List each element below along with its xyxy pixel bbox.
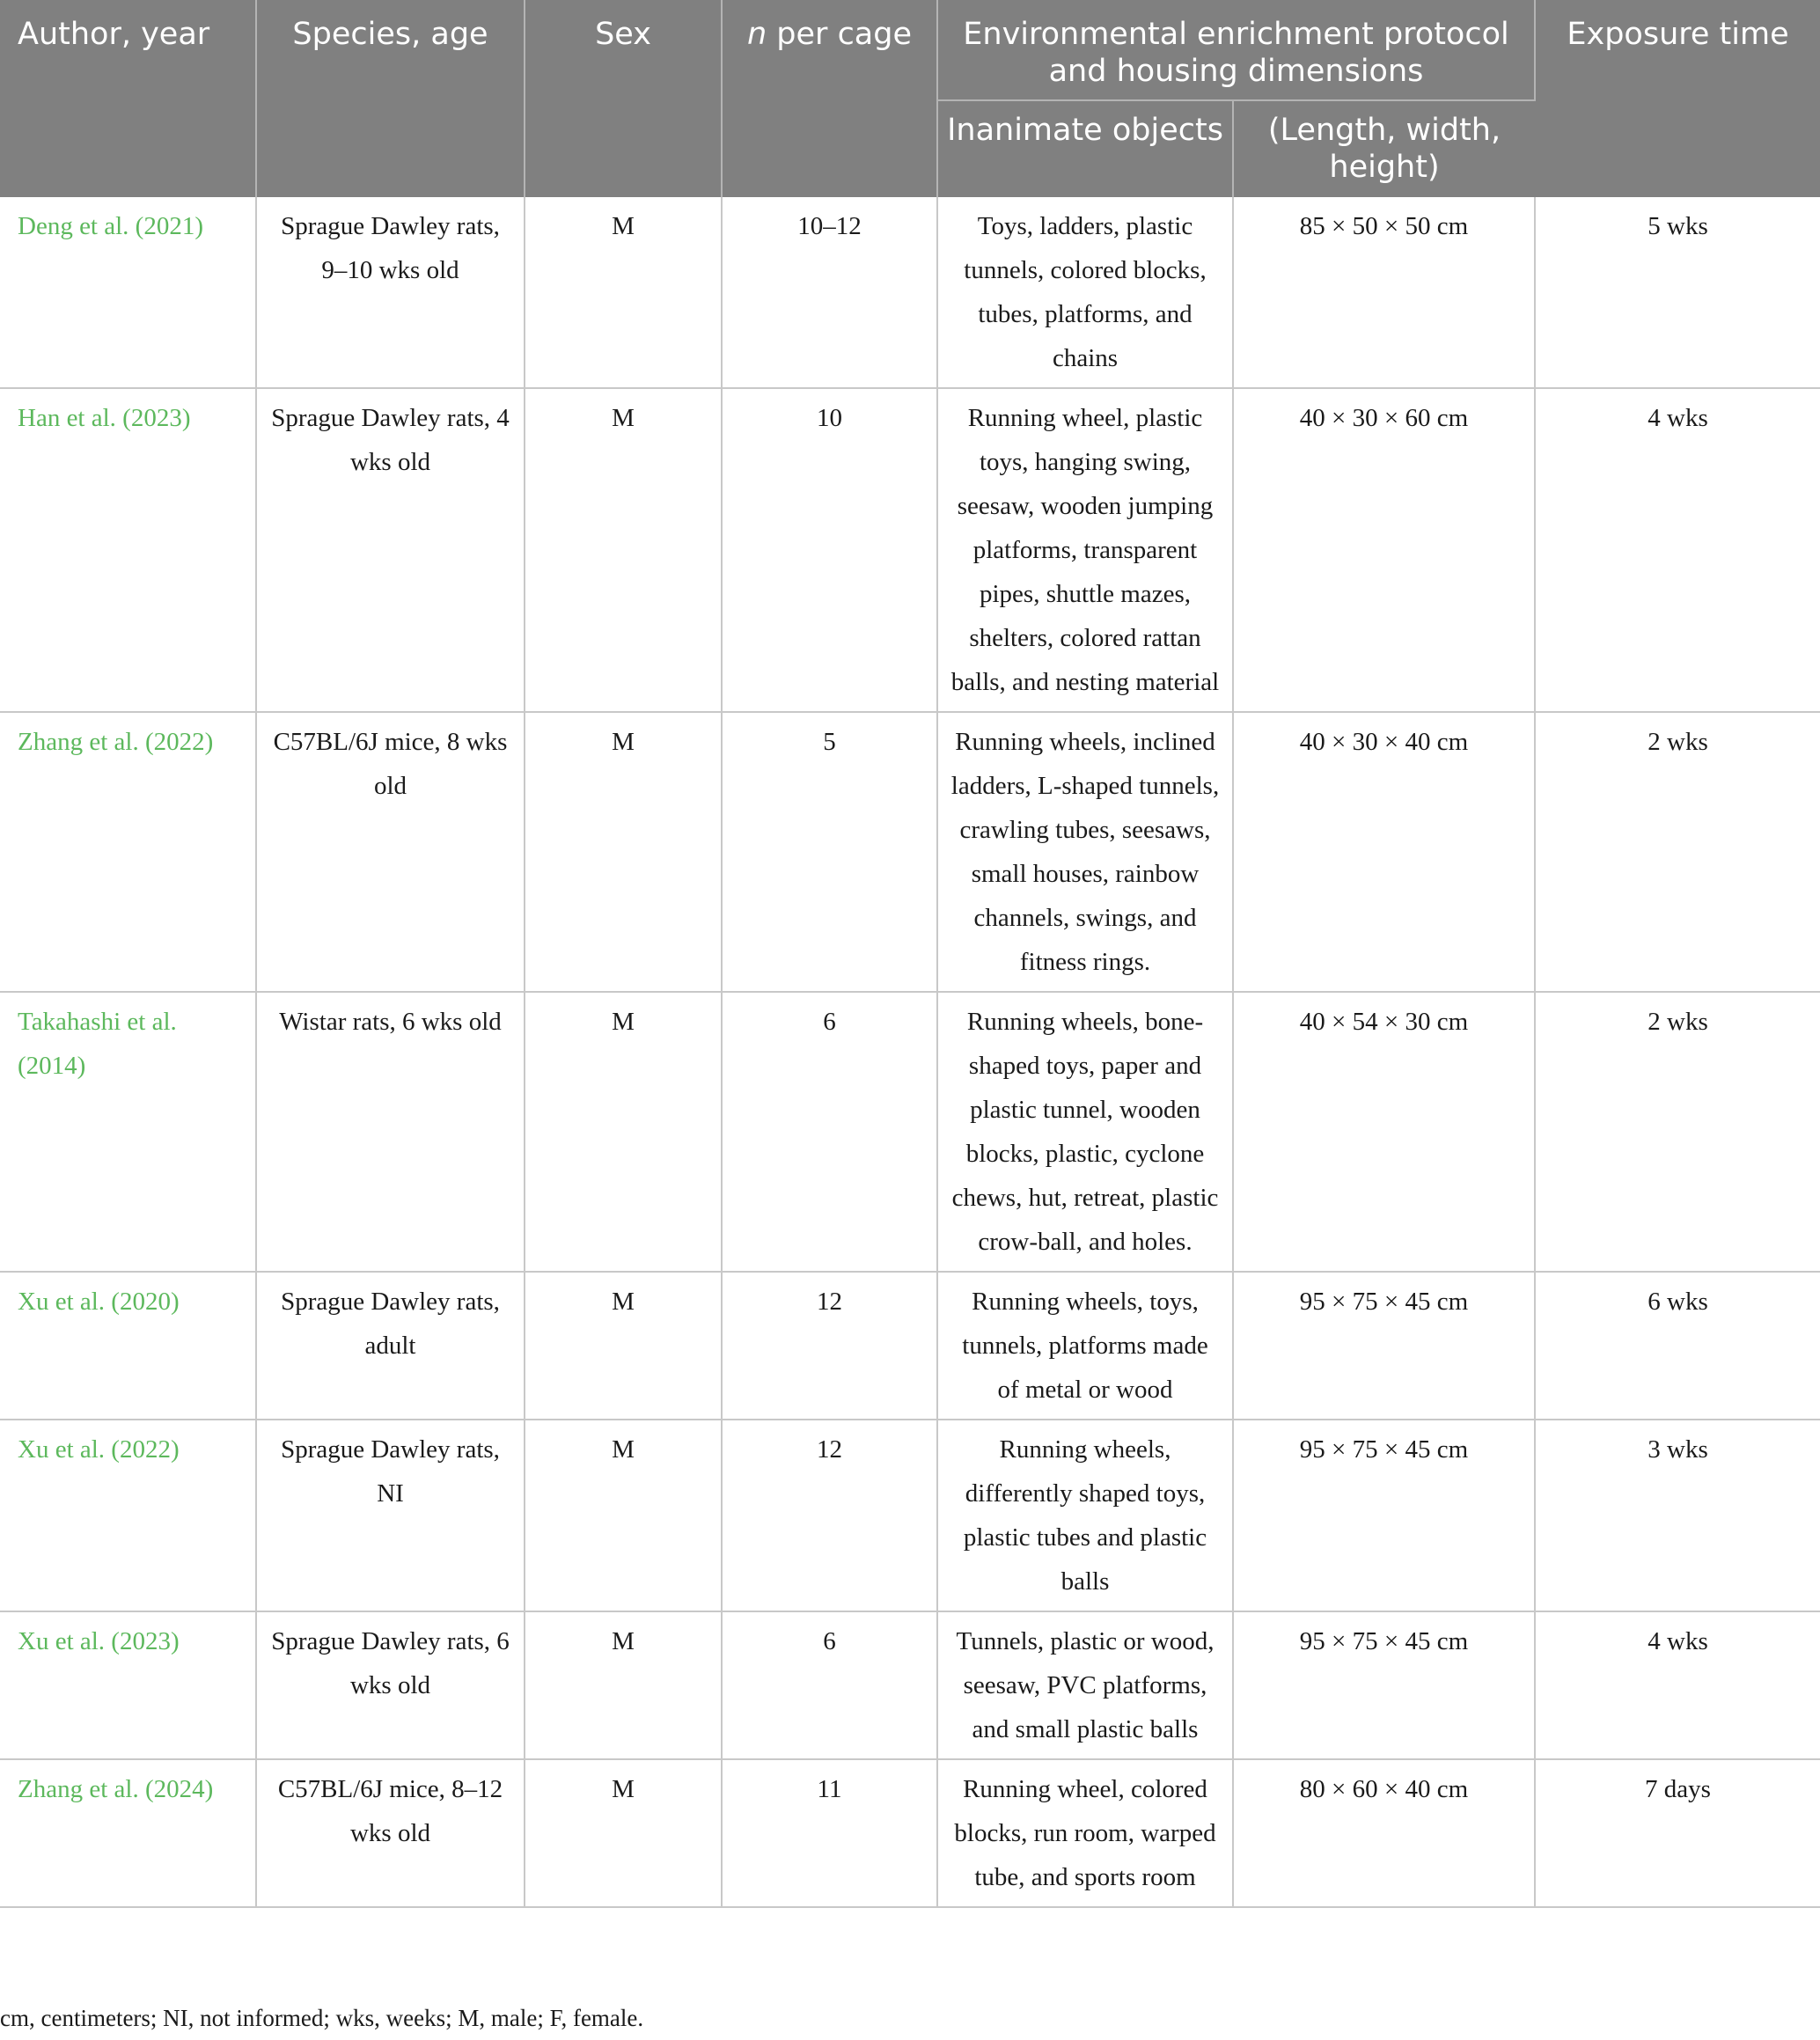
table-row bbox=[0, 1611, 1820, 1759]
table-row bbox=[0, 1272, 1820, 1420]
header-enrichment-group: Environmental enrichment protocol and housing dimensions bbox=[937, 0, 1535, 100]
exposure-cell: 4 wks bbox=[1535, 388, 1820, 712]
n-cell: 5 bbox=[722, 712, 937, 992]
header-n-italic: n bbox=[746, 17, 767, 52]
n-cell: 12 bbox=[722, 1420, 937, 1611]
dimensions-cell: 40 × 30 × 40 cm bbox=[1233, 712, 1535, 992]
objects-cell: Tunnels, plastic or wood, seesaw, PVC platforms, and small plastic balls bbox=[937, 1611, 1233, 1759]
dimensions-cell: 95 × 75 × 45 cm bbox=[1233, 1611, 1535, 1759]
n-cell: 11 bbox=[722, 1759, 937, 1907]
n-cell: 12 bbox=[722, 1272, 937, 1420]
author-link[interactable]: Han et al. (2023) bbox=[0, 388, 256, 712]
header-objects: Inanimate objects bbox=[937, 100, 1233, 197]
objects-cell: Running wheels, bone-shaped toys, paper and plastic tunnel, wooden blocks, plastic, cyclone chews, hut, retreat, plastic crow-ball, and holes. bbox=[937, 992, 1233, 1272]
table-body bbox=[0, 197, 1820, 1907]
author-link[interactable]: Zhang et al. (2024) bbox=[0, 1759, 256, 1907]
exposure-cell: 6 wks bbox=[1535, 1272, 1820, 1420]
objects-cell: Toys, ladders, plastic tunnels, colored blocks, tubes, platforms, and chains bbox=[937, 197, 1233, 388]
header-author: Author, year bbox=[0, 0, 256, 197]
n-cell: 10–12 bbox=[722, 197, 937, 388]
table-row bbox=[0, 1759, 1820, 1907]
header-n-per-cage bbox=[722, 0, 937, 197]
species-cell: Sprague Dawley rats, 6 wks old bbox=[256, 1611, 525, 1759]
objects-cell: Running wheels, inclined ladders, L-shaped tunnels, crawling tubes, seesaws, small houses, rainbow channels, swings, and fitness rings. bbox=[937, 712, 1233, 992]
author-link[interactable]: Xu et al. (2022) bbox=[0, 1420, 256, 1611]
table-footnote: cm, centimeters; NI, not informed; wks, weeks; M, male; F, female. bbox=[0, 2005, 644, 2031]
exposure-cell: 3 wks bbox=[1535, 1420, 1820, 1611]
sex-cell: M bbox=[525, 197, 722, 388]
header-row-1 bbox=[0, 0, 1820, 100]
exposure-cell: 2 wks bbox=[1535, 992, 1820, 1272]
table-row bbox=[0, 712, 1820, 992]
species-cell: Sprague Dawley rats, 4 wks old bbox=[256, 388, 525, 712]
species-cell: Sprague Dawley rats, adult bbox=[256, 1272, 525, 1420]
table-row bbox=[0, 1420, 1820, 1611]
author-link[interactable]: Takahashi et al. (2014) bbox=[0, 992, 256, 1272]
dimensions-cell: 40 × 54 × 30 cm bbox=[1233, 992, 1535, 1272]
table-row bbox=[0, 992, 1820, 1272]
n-cell: 6 bbox=[722, 1611, 937, 1759]
exposure-cell: 7 days bbox=[1535, 1759, 1820, 1907]
table-row bbox=[0, 197, 1820, 388]
species-cell: C57BL/6J mice, 8 wks old bbox=[256, 712, 525, 992]
dimensions-cell: 95 × 75 × 45 cm bbox=[1233, 1420, 1535, 1611]
header-n-rest: per cage bbox=[767, 17, 913, 52]
species-cell: C57BL/6J mice, 8–12 wks old bbox=[256, 1759, 525, 1907]
objects-cell: Running wheels, differently shaped toys, plastic tubes and plastic balls bbox=[937, 1420, 1233, 1611]
species-cell: Wistar rats, 6 wks old bbox=[256, 992, 525, 1272]
author-link[interactable]: Zhang et al. (2022) bbox=[0, 712, 256, 992]
exposure-cell: 4 wks bbox=[1535, 1611, 1820, 1759]
table-row bbox=[0, 388, 1820, 712]
header-exposure: Exposure time bbox=[1535, 0, 1820, 197]
exposure-cell: 5 wks bbox=[1535, 197, 1820, 388]
author-link[interactable]: Deng et al. (2021) bbox=[0, 197, 256, 388]
header-sex: Sex bbox=[525, 0, 722, 197]
sex-cell: M bbox=[525, 1420, 722, 1611]
sex-cell: M bbox=[525, 388, 722, 712]
n-cell: 10 bbox=[722, 388, 937, 712]
sex-cell: M bbox=[525, 1611, 722, 1759]
header-dimensions: (Length, width, height) bbox=[1233, 100, 1535, 197]
sex-cell: M bbox=[525, 712, 722, 992]
objects-cell: Running wheel, colored blocks, run room, warped tube, and sports room bbox=[937, 1759, 1233, 1907]
species-cell: Sprague Dawley rats, NI bbox=[256, 1420, 525, 1611]
objects-cell: Running wheel, plastic toys, hanging swing, seesaw, wooden jumping platforms, transparent pipes, shuttle mazes, shelters, colored rattan balls, and nesting material bbox=[937, 388, 1233, 712]
objects-cell: Running wheels, toys, tunnels, platforms made of metal or wood bbox=[937, 1272, 1233, 1420]
sex-cell: M bbox=[525, 992, 722, 1272]
author-link[interactable]: Xu et al. (2023) bbox=[0, 1611, 256, 1759]
table-header bbox=[0, 0, 1820, 197]
sex-cell: M bbox=[525, 1272, 722, 1420]
dimensions-cell: 85 × 50 × 50 cm bbox=[1233, 197, 1535, 388]
dimensions-cell: 80 × 60 × 40 cm bbox=[1233, 1759, 1535, 1907]
exposure-cell: 2 wks bbox=[1535, 712, 1820, 992]
sex-cell: M bbox=[525, 1759, 722, 1907]
header-species: Species, age bbox=[256, 0, 525, 197]
species-cell: Sprague Dawley rats, 9–10 wks old bbox=[256, 197, 525, 388]
author-link[interactable]: Xu et al. (2020) bbox=[0, 1272, 256, 1420]
dimensions-cell: 95 × 75 × 45 cm bbox=[1233, 1272, 1535, 1420]
n-cell: 6 bbox=[722, 992, 937, 1272]
dimensions-cell: 40 × 30 × 60 cm bbox=[1233, 388, 1535, 712]
